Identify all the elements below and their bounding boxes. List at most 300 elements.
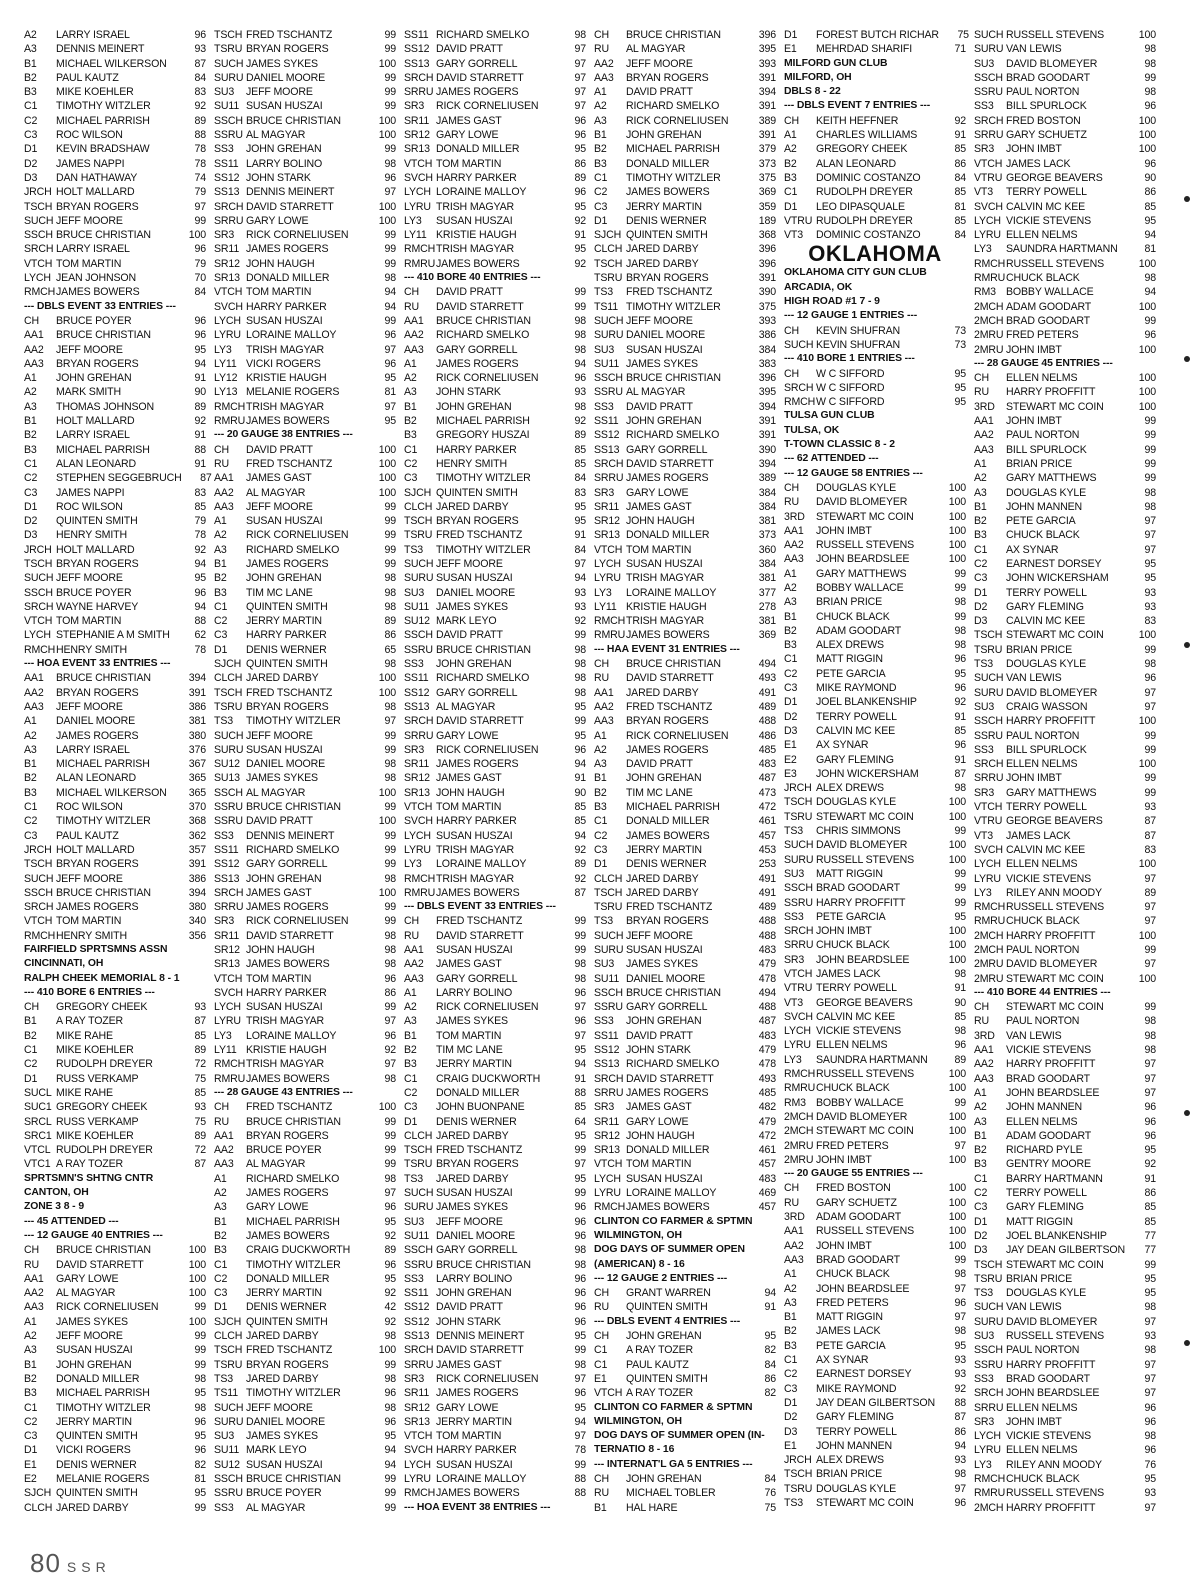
class-code: C3: [214, 629, 228, 642]
result-row: [594, 385, 776, 399]
result-row: [404, 314, 586, 328]
shooter-name: GREGORY CHEEK: [56, 1001, 148, 1014]
class-code: D1: [24, 500, 38, 513]
result-row: [974, 872, 1156, 886]
result-row: [214, 471, 396, 485]
score: 483: [758, 1029, 776, 1042]
result-row: [24, 85, 206, 99]
score: 65: [384, 643, 396, 656]
class-code: TSCH: [784, 1468, 813, 1481]
shooter-name: MICHAEL PARRISH: [436, 415, 530, 428]
score: 99: [954, 882, 966, 895]
score: 98: [574, 1244, 586, 1257]
shooter-name: JEFF MOORE: [56, 872, 123, 885]
shooter-name: BRAD GOODART: [1006, 1372, 1090, 1385]
class-code: SS13: [404, 1330, 430, 1343]
result-row: [974, 771, 1156, 785]
score: 100: [948, 925, 966, 938]
class-code: A3: [24, 400, 37, 413]
result-row: [974, 271, 1156, 285]
class-code: TSCH: [594, 257, 623, 270]
shooter-name: JOHN WICKERSHAM: [816, 767, 919, 780]
shooter-name: RILEY ANN MOODY: [1006, 1458, 1102, 1471]
result-row: [594, 614, 776, 628]
shooter-name: STEWART MC COIN: [816, 510, 914, 523]
shooter-name: LEO DIPASQUALE: [816, 200, 905, 213]
shooter-name: GARY LOWE: [436, 729, 499, 742]
class-code: LYCH: [594, 1172, 621, 1185]
shooter-name: KRISTIE HAUGH: [626, 600, 707, 613]
result-row: [974, 557, 1156, 571]
result-row: [404, 242, 586, 256]
result-row: [214, 972, 396, 986]
result-row: [24, 1086, 206, 1100]
result-row: [24, 357, 206, 371]
result-row: [594, 400, 776, 414]
result-row: [404, 786, 586, 800]
result-row: [24, 1458, 206, 1472]
score: 396: [758, 29, 776, 41]
shooter-name: JOHN GREHAN: [56, 1358, 132, 1371]
class-code: B1: [974, 500, 987, 513]
class-code: SUCL: [24, 1086, 52, 1099]
score: 96: [574, 986, 586, 999]
class-code: AA1: [404, 944, 424, 956]
shooter-name: PAUL NORTON: [1006, 1015, 1080, 1028]
score: 92: [384, 1315, 396, 1328]
score: 91: [954, 982, 966, 995]
score: 87: [194, 57, 206, 70]
score: 95: [574, 1172, 586, 1185]
shooter-name: TRISH MAGYAR: [246, 1015, 325, 1028]
shooter-name: JOHN GREHAN: [246, 143, 322, 156]
score: 381: [758, 615, 776, 628]
class-code: C1: [784, 1354, 798, 1367]
class-code: SUCH: [974, 1301, 1004, 1314]
class-code: RMCH: [784, 396, 816, 409]
class-code: RU: [784, 496, 800, 509]
shooter-name: CHUCK BLACK: [1006, 272, 1080, 285]
result-row: [784, 324, 966, 338]
class-code: D2: [784, 710, 798, 723]
class-code: 2MCH: [974, 929, 1004, 942]
class-code: A3: [594, 114, 607, 127]
result-row: [404, 85, 586, 99]
class-code: SR13: [404, 786, 430, 799]
result-row: [404, 886, 586, 900]
class-code: RMRU: [404, 257, 436, 270]
class-code: SRCH: [974, 758, 1004, 771]
score: 100: [1138, 929, 1156, 942]
score: 96: [574, 129, 586, 142]
score: 100: [1138, 114, 1156, 127]
shooter-name: MICHAEL PARRISH: [56, 443, 150, 456]
result-row: [594, 171, 776, 185]
shooter-name: AX SYNAR: [816, 1354, 869, 1367]
result-row: [214, 228, 396, 242]
result-row: [594, 872, 776, 886]
score: 97: [574, 1029, 586, 1042]
class-code: AA2: [24, 343, 44, 356]
result-row: [784, 1096, 966, 1110]
score: 88: [194, 443, 206, 456]
score: 100: [1138, 386, 1156, 399]
shooter-name: MICHAEL PARRISH: [626, 801, 720, 814]
shooter-name: DAVID PRATT: [246, 815, 313, 828]
shooter-name: JAMES BOWERS: [626, 1201, 710, 1214]
score: 99: [384, 314, 396, 327]
result-row: [594, 328, 776, 342]
score: 394: [188, 672, 206, 685]
class-code: RU: [404, 929, 420, 942]
score: 98: [384, 958, 396, 971]
shooter-name: DONALD MILLER: [626, 529, 710, 542]
shooter-name: RUDOLPH DREYER: [56, 1058, 153, 1071]
score: 94: [1144, 229, 1156, 242]
class-code: C2: [594, 829, 608, 842]
shooter-name: A RAY TOZER: [626, 1344, 694, 1357]
class-code: SR11: [404, 114, 430, 127]
shooter-name: VICKIE STEVENS: [1006, 214, 1092, 227]
score: 89: [194, 1044, 206, 1057]
score: 92: [954, 114, 966, 127]
result-row: [214, 1358, 396, 1372]
result-row: [404, 1086, 586, 1100]
result-row: [214, 643, 396, 657]
score: 99: [574, 1187, 586, 1200]
shooter-name: ELLEN NELMS: [1006, 229, 1078, 242]
class-code: C2: [24, 1415, 38, 1428]
class-code: RMCH: [594, 615, 626, 628]
class-code: TSRU: [784, 810, 813, 823]
score: 96: [1144, 329, 1156, 342]
score: 76: [764, 1487, 776, 1500]
shooter-name: JAMES SYKES: [246, 772, 318, 785]
result-row: [974, 1486, 1156, 1500]
class-code: TSRU: [784, 1482, 813, 1495]
score: 96: [1144, 1401, 1156, 1414]
shooter-name: LORAINE MALLOY: [436, 1472, 527, 1485]
class-code: VTRU: [784, 214, 813, 227]
shooter-name: DAVID PRATT: [626, 758, 693, 771]
score: 365: [188, 772, 206, 785]
result-row: [404, 1014, 586, 1028]
class-code: SR3: [974, 786, 995, 799]
shooter-name: DAVID STARRETT: [436, 71, 524, 84]
score: 88: [574, 1472, 586, 1485]
result-row: [594, 200, 776, 214]
score: 95: [574, 1330, 586, 1343]
punch-mark: [1184, 1340, 1190, 1346]
result-row: [214, 443, 396, 457]
score: 100: [1138, 758, 1156, 771]
score: 91: [194, 372, 206, 385]
result-row: [404, 872, 586, 886]
class-code: C2: [784, 1368, 798, 1381]
shooter-name: JOHN STARK: [436, 386, 501, 399]
result-row: [214, 371, 396, 385]
result-row: [404, 1229, 586, 1243]
shooter-name: TOM MARTIN: [436, 1029, 502, 1042]
class-code: SRRU: [404, 1358, 434, 1371]
shooter-name: LARRY ISRAEL: [56, 243, 130, 256]
shooter-name: ELLEN NELMS: [1006, 758, 1078, 771]
score: 100: [378, 114, 396, 127]
class-code: D2: [24, 515, 38, 528]
shooter-name: MARK SMITH: [56, 386, 122, 399]
result-row: [784, 624, 966, 638]
score: 390: [758, 286, 776, 299]
shooter-name: DAVID PRATT: [626, 400, 693, 413]
club-header: --- 62 ATTENDED ---: [784, 453, 879, 465]
score: 99: [574, 286, 586, 299]
class-code: B3: [594, 157, 607, 170]
score: 489: [758, 901, 776, 914]
class-code: 2MRU: [974, 329, 1004, 342]
class-code: TS3: [214, 715, 233, 728]
score: 92: [384, 1044, 396, 1057]
result-row: [974, 171, 1156, 185]
class-code: SRRU: [974, 129, 1004, 142]
result-row: [784, 1224, 966, 1238]
score: 488: [758, 715, 776, 728]
score: 99: [574, 915, 586, 928]
shooter-name: JAMES NAPPI: [56, 486, 125, 499]
result-row: [24, 114, 206, 128]
result-row: [974, 385, 1156, 399]
class-code: LYCH: [404, 829, 431, 842]
score: 95: [384, 1272, 396, 1285]
shooter-name: THOMAS JOHNSON: [56, 400, 154, 413]
class-code: B1: [594, 772, 607, 785]
score: 90: [954, 996, 966, 1009]
score: 98: [574, 686, 586, 699]
class-code: A1: [24, 1315, 37, 1328]
shooter-name: GARY MATTHEWS: [1006, 786, 1097, 799]
score: 96: [384, 1415, 396, 1428]
shooter-name: BRAD GOODART: [1006, 314, 1090, 327]
score: 100: [188, 1258, 206, 1271]
class-code: C1: [594, 171, 608, 184]
score: 394: [758, 457, 776, 470]
class-code: B3: [594, 801, 607, 814]
shooter-name: DAVID PRATT: [436, 43, 503, 56]
score: 97: [1144, 901, 1156, 914]
class-code: SU11: [594, 972, 620, 985]
shooter-name: DONALD MILLER: [56, 1372, 140, 1385]
class-code: B3: [24, 786, 37, 799]
class-code: VTCH: [24, 257, 53, 270]
score: 357: [188, 843, 206, 856]
score: 99: [384, 1472, 396, 1485]
class-code: A3: [404, 386, 417, 399]
class-code: SU3: [214, 86, 235, 99]
score: 95: [384, 415, 396, 428]
shooter-name: SUSAN HUSZAI: [246, 100, 323, 113]
shooter-name: JEFF MOORE: [56, 572, 123, 585]
result-row: [214, 543, 396, 557]
result-row: [404, 414, 586, 428]
score: 100: [948, 553, 966, 566]
shooter-name: BRYAN ROGERS: [626, 915, 709, 928]
shooter-name: JAMES BOWERS: [436, 1487, 520, 1500]
class-code: C2: [594, 186, 608, 199]
score: 97: [1144, 915, 1156, 928]
result-row: [974, 1086, 1156, 1100]
shooter-name: JOHN MANNEN: [1006, 1101, 1083, 1114]
score: 97: [384, 1187, 396, 1200]
score: 94: [194, 600, 206, 613]
result-row: [24, 743, 206, 757]
shooter-name: PAUL NORTON: [1006, 1344, 1080, 1357]
class-code: LYCH: [974, 858, 1001, 871]
score: 91: [954, 129, 966, 142]
shooter-name: JOHN IMBT: [816, 925, 872, 938]
score: 74: [194, 171, 206, 184]
class-code: CLCH: [594, 872, 623, 885]
class-code: 2MCH: [974, 300, 1004, 313]
class-code: TSCH: [974, 629, 1003, 642]
class-code: SRCH: [214, 200, 244, 213]
result-row: [974, 242, 1156, 256]
score: 96: [574, 1301, 586, 1314]
result-row: [784, 1110, 966, 1124]
shooter-name: GREGORY HUSZAI: [436, 429, 530, 442]
shooter-name: ROC WILSON: [56, 129, 123, 142]
result-row: [24, 1100, 206, 1114]
result-row: [594, 1043, 776, 1057]
class-code: LYCH: [404, 1458, 431, 1471]
class-code: E1: [594, 1372, 607, 1385]
class-code: B2: [404, 1044, 417, 1057]
result-row: [594, 300, 776, 314]
class-code: RU: [404, 300, 420, 313]
shooter-name: HENRY SMITH: [56, 643, 127, 656]
score: 98: [1144, 658, 1156, 671]
score: 85: [954, 724, 966, 737]
class-code: VTCH: [974, 801, 1003, 814]
score: 82: [764, 1387, 776, 1400]
class-code: SJCH: [404, 486, 432, 499]
class-code: SS11: [404, 29, 429, 41]
shooter-name: MIKE RAHE: [56, 1086, 113, 1099]
shooter-name: JOHN STARK: [626, 1044, 691, 1057]
class-code: B2: [214, 1229, 227, 1242]
shooter-name: LORAINE MALLOY: [436, 858, 527, 871]
class-code: 2MCH: [784, 1110, 814, 1123]
score: 93: [574, 600, 586, 613]
class-code: VTCH: [784, 968, 813, 980]
class-code: LYRU: [404, 843, 431, 856]
score: 98: [384, 758, 396, 771]
class-code: A1: [784, 129, 797, 142]
class-code: SRCH: [24, 901, 54, 914]
class-code: B1: [784, 610, 797, 623]
class-code: SUCH: [594, 314, 624, 327]
result-row: [214, 214, 396, 228]
result-row: [974, 886, 1156, 900]
class-code: SRCH: [974, 1387, 1004, 1400]
result-row: [24, 471, 212, 485]
shooter-name: BRYAN ROGERS: [626, 71, 709, 84]
class-code: LY3: [784, 1053, 802, 1066]
page-number: 80: [30, 1548, 61, 1578]
result-row: [24, 328, 206, 342]
score: 87: [954, 767, 966, 780]
shooter-name: MIKE RAYMOND: [816, 1382, 897, 1395]
shooter-name: ADAM GOODART: [816, 624, 902, 637]
score: 98: [954, 1325, 966, 1338]
score: 97: [384, 186, 396, 199]
score: 93: [954, 1454, 966, 1467]
score: 97: [384, 715, 396, 728]
score: 95: [574, 1044, 586, 1057]
result-row: [974, 57, 1156, 71]
shooter-name: BRYAN ROGERS: [436, 1158, 519, 1171]
shooter-name: TRISH MAGYAR: [436, 243, 515, 256]
result-row: [784, 567, 966, 581]
class-code: AA3: [24, 357, 44, 370]
class-code: A2: [404, 1001, 417, 1014]
class-code: CH: [24, 1244, 40, 1257]
score: 93: [574, 586, 586, 599]
result-row: [784, 795, 966, 809]
class-code: LY11: [214, 357, 237, 370]
result-row: [784, 681, 966, 695]
score: 95: [384, 1215, 396, 1228]
score: 94: [194, 557, 206, 570]
shooter-name: HARRY PARKER: [436, 815, 517, 828]
class-code: SS12: [214, 858, 240, 871]
result-row: [594, 571, 776, 585]
score: 98: [194, 1372, 206, 1385]
shooter-name: RUDOLPH DREYER: [56, 1144, 153, 1157]
score: 478: [758, 1058, 776, 1071]
class-code: A1: [784, 1268, 797, 1281]
score: 100: [378, 1101, 396, 1114]
shooter-name: JAMES GAST: [436, 772, 502, 785]
score: 97: [1144, 1372, 1156, 1385]
score: 469: [758, 1187, 776, 1200]
class-code: AA1: [214, 1129, 234, 1142]
result-row: [594, 285, 776, 299]
score: 100: [1138, 300, 1156, 313]
score: 100: [1138, 629, 1156, 642]
punch-mark: [1184, 196, 1190, 202]
shooter-name: PAUL NORTON: [1006, 729, 1080, 742]
shooter-name: BRYAN ROGERS: [246, 1358, 329, 1371]
result-row: [594, 757, 776, 771]
shooter-name: JAMES BOWERS: [626, 186, 710, 199]
score: 386: [758, 329, 776, 342]
class-code: SURU: [594, 329, 624, 342]
result-row: [594, 1358, 776, 1372]
shooter-name: BILL SPURLOCK: [1006, 100, 1087, 113]
result-row: [974, 328, 1156, 342]
score: 367: [188, 758, 206, 771]
result-row: [974, 800, 1156, 814]
class-code: AA1: [214, 472, 234, 485]
class-code: A3: [24, 1344, 37, 1357]
score: 98: [384, 572, 396, 585]
score: 90: [194, 386, 206, 399]
shooter-name: QUINTEN SMITH: [56, 515, 138, 528]
score: 396: [758, 257, 776, 270]
class-code: SSRU: [974, 729, 1003, 742]
score: 493: [758, 672, 776, 685]
class-code: SRRU: [784, 939, 814, 952]
score: 96: [384, 357, 396, 370]
